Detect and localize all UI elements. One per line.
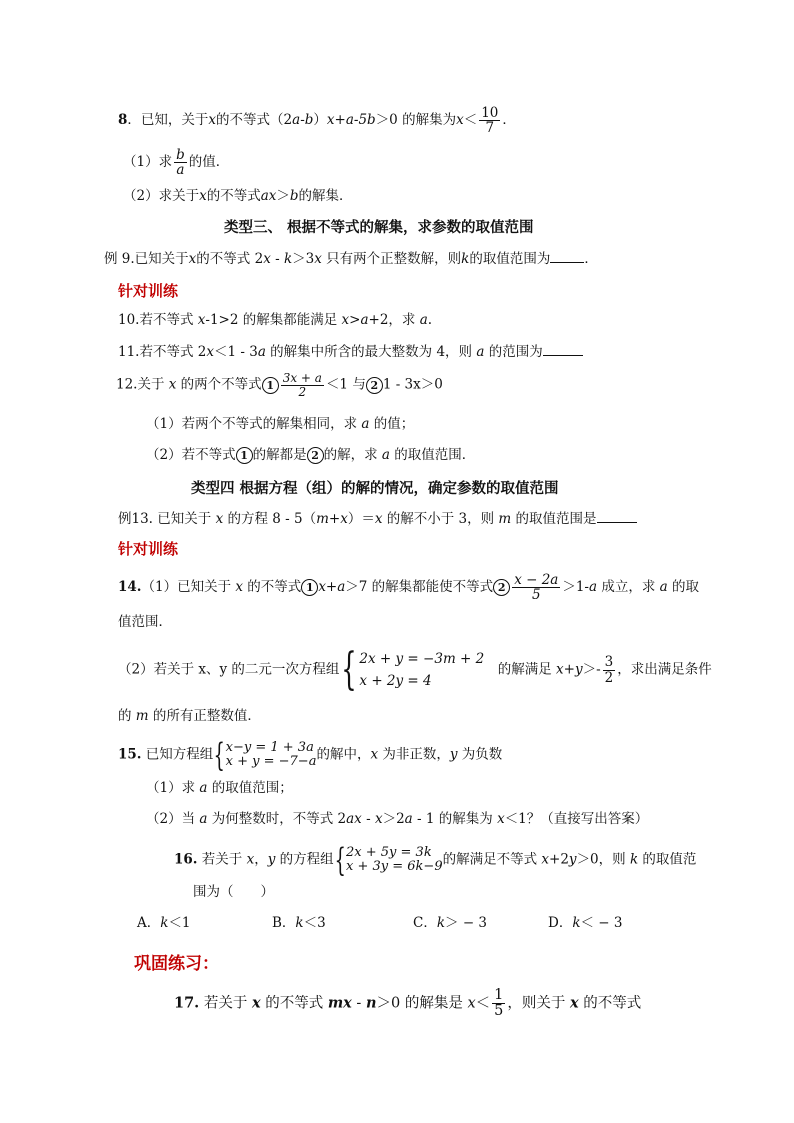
- q17-fraction: $\frac{1}{5}$: [494, 987, 504, 1020]
- answer-blank: [550, 248, 584, 263]
- q15-number: 15.: [118, 746, 142, 763]
- q12-fraction: $\frac{3x + a}{2}$: [282, 371, 322, 399]
- q15-sub1: （1）求 a 的取值范围；: [146, 780, 293, 796]
- q17: 17. 若关于 x 的不等式 mx - n＞0 的解集是 x＜ $\frac{1}{5}$ ，则关于 x 的不等式: [174, 987, 642, 1020]
- q15: 15. 已知方程组{x−y = 1 + 3a x + y = −7−a的解中，x 为非正数，y 为负数: [118, 736, 503, 774]
- system-brace: {: [334, 841, 346, 879]
- q14-part1: 14.（1）已知关于 x 的不等式 1 x+a＞7 的解集都能使不等式 2 $\frac{x - 2a}{5}$ ＞1-a 成立，求 a 的取: [118, 572, 700, 604]
- circled-1: 1: [262, 377, 279, 394]
- q16: 16. 若关于 x，y 的方程组{2x + 5y = 3k x + 3y = 6k−9的解满足不等式 x+2y＞0，则 k 的取值范: [174, 841, 697, 879]
- q14-equation-system: 2x + y = −3m + 2 x + 2y = 4: [359, 651, 485, 689]
- circled-1: 1: [236, 447, 253, 464]
- section-heading-type4: 类型四 根据方程（组）的解的情况，确定参数的取值范围: [191, 481, 559, 497]
- q16-option-a[interactable]: A．k＜1: [137, 915, 191, 931]
- q15-equation-system: x−y = 1 + 3a x + y = −7−a: [225, 740, 317, 769]
- q17-number: 17.: [174, 994, 200, 1012]
- q14-number: 14.: [118, 579, 142, 596]
- circled-1: 1: [301, 579, 318, 596]
- q16-option-d[interactable]: D．k＜ − 3: [548, 915, 623, 931]
- answer-blank: [597, 508, 637, 523]
- q8-sub1: （1）求 $\frac{b}{a}$ 的值．: [123, 147, 230, 179]
- training-label-1: 针对训练: [118, 282, 179, 300]
- q16-option-b[interactable]: B．k＜3: [272, 915, 326, 931]
- q8-sub2: （2）求关于x的不等式ax＞b的解集．: [123, 188, 353, 204]
- consolidation-label: 巩固练习：: [134, 954, 219, 974]
- q12-sub2: （2）若不等式 1 的解都是 2 的解，求 a 的取值范围．: [146, 447, 476, 463]
- q14-part1-line2: 值范围．: [118, 614, 172, 630]
- q15-sub2: （2）当 a 为何整数时，不等式 2ax - x＞2a - 1 的解集为 x＜1？（直接写出答案）: [146, 811, 649, 827]
- example-13: 例13. 已知关于 x 的方程 8 - 5（m+x）＝x 的解不小于 3，则 m 的取值范围是: [118, 508, 637, 529]
- example-9: 例 9.已知关于x的不等式 2x - k＞3x 只有两个正整数解，则k的取值范围为 ．: [104, 248, 598, 269]
- q8-number: 8: [118, 112, 128, 129]
- q14-part2: （2）若关于 x、y 的二元一次方程组{ 2x + y = −3m + 2 x + 2y = 4 的解满足 x+y＞- $\frac{3}{2}$ ，求出满足条件: [118, 644, 712, 695]
- circled-2: 2: [307, 447, 324, 464]
- q14-part2-fraction: $\frac{3}{2}$: [604, 654, 614, 686]
- system-brace: {: [213, 736, 226, 774]
- q14-part2-line2: 的 m 的所有正整数值．: [118, 708, 261, 724]
- training-label-2: 针对训练: [118, 540, 179, 558]
- section-heading-type3: 类型三、 根据不等式的解集，求参数的取值范围: [224, 220, 534, 236]
- q12: 12.关于 x 的两个不等式 1 $\frac{3x + a}{2}$ ＜1 与 2 1 - 3x＞0: [116, 371, 443, 399]
- q16-equation-system: 2x + 5y = 3k x + 3y = 6k−9: [346, 845, 443, 874]
- q8-fraction: $\frac{10}{7}$: [481, 105, 499, 137]
- q10: 10.若不等式 x-1>2 的解集都能满足 x>a+2，求 a.: [118, 312, 433, 328]
- q16-number: 16.: [174, 851, 198, 868]
- q12-sub1: （1）若两个不等式的解集相同，求 a 的值；: [146, 416, 415, 432]
- circled-2: 2: [493, 579, 510, 596]
- circled-2: 2: [366, 377, 383, 394]
- system-brace: {: [341, 644, 358, 695]
- q16-line2: 围为（ ）: [193, 884, 274, 900]
- q14-fraction: $\frac{x - 2a}{5}$: [514, 572, 559, 604]
- q8-sub1-fraction: $\frac{b}{a}$: [176, 147, 185, 179]
- answer-blank: [543, 341, 583, 356]
- q16-option-c[interactable]: C．k＞ − 3: [413, 915, 488, 931]
- q8-stem: 8．已知，关于x的不等式（2a-b）x+a-5b＞0 的解集为x＜ $\frac{10}{7}$ ．: [118, 105, 516, 137]
- q11: 11.若不等式 2x＜1 - 3a 的解集中所含的最大整数为 4，则 a 的范围为: [118, 341, 583, 362]
